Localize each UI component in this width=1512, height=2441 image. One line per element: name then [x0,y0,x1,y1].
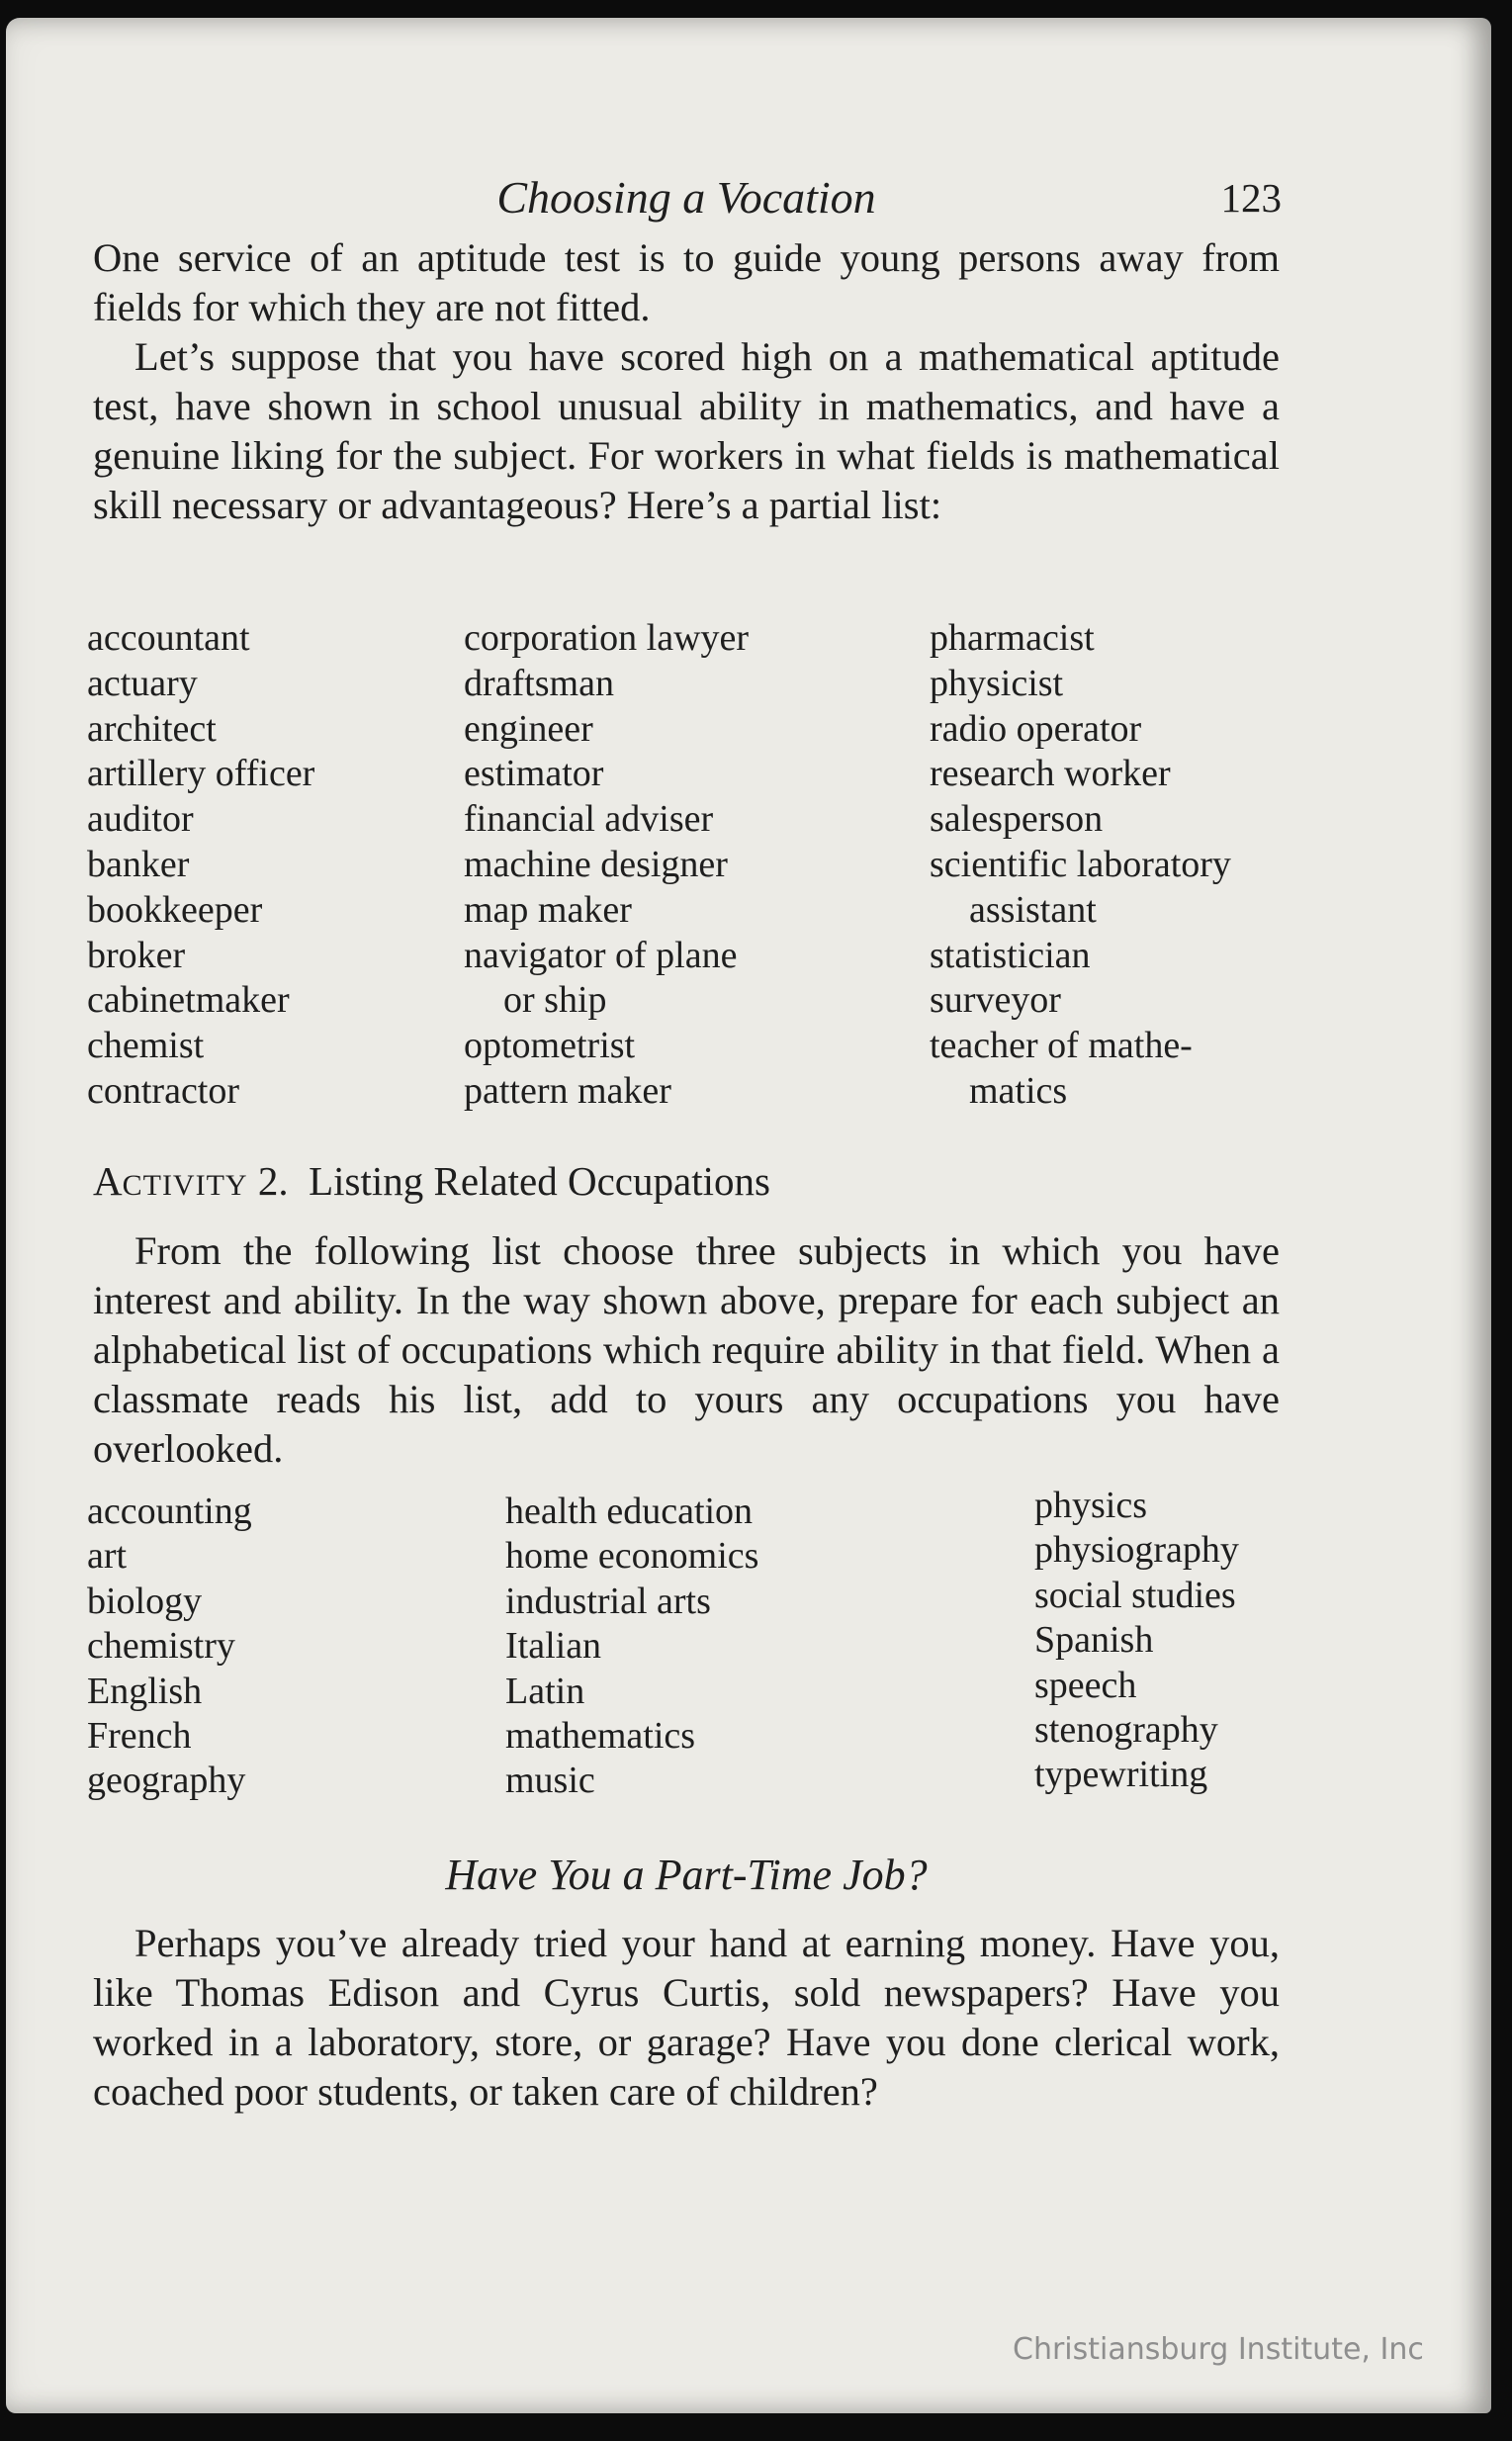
occupation-item: research worker [930,753,1171,795]
subject-item: speech [1034,1664,1137,1706]
occupation-item-continuation: assistant [969,888,1097,931]
occupation-item: pattern maker [464,1069,671,1112]
subjects-column-2 [505,1490,758,1804]
occupation-item: statistician [930,934,1091,976]
activity-heading [93,1155,770,1212]
subject-item: typewriting [1034,1754,1208,1796]
page-number: 123 [1220,175,1282,221]
occupation-item-continuation: matics [969,1069,1068,1112]
subject-item: health education [505,1491,754,1532]
occupation-item: optometrist [464,1025,636,1067]
subject-item: home economics [505,1535,759,1578]
intro-paragraph-1: One service of an aptitude test is to guide young persons away from fields for which they are not fitted. [93,235,1280,329]
occupation-item-continuation: or ship [503,979,607,1022]
subject-item: music [505,1760,595,1802]
activity-number: 2. [257,1158,289,1204]
occupations-column-1 [87,616,314,1115]
occupation-item: teacher of mathe- [930,1025,1193,1067]
occupation-item: actuary [87,662,198,704]
subject-item: stenography [1034,1709,1218,1752]
occupation-item: salesperson [930,798,1104,841]
occupation-item: pharmacist [930,617,1095,659]
running-head [93,166,1280,229]
section-heading: Have You a Part-Time Job? [445,1851,928,1899]
subject-item: Italian [505,1625,602,1668]
running-title: Choosing a Vocation [496,172,876,223]
occupation-item: estimator [464,753,604,795]
occupation-item: navigator of plane [464,934,738,976]
occupation-item: architect [87,707,217,750]
occupation-item: map maker [464,888,632,931]
occupation-item: scientific laboratory [930,843,1231,885]
occupation-item: auditor [87,798,194,841]
activity-instructions: From the following list choose three subjects in which you have interest and ability. In the way shown above, prepare for each subject an alphabetical list of occupations which require ability in that field. When a classmate reads his list, add to yours any occupations you have overlooked. [93,1228,1280,1471]
activity-title: Listing Related Occupations [309,1158,770,1204]
occupation-item: chemist [87,1025,205,1067]
subject-item: English [87,1670,203,1712]
occupation-item: contractor [87,1069,240,1112]
subject-item: social studies [1034,1574,1236,1616]
subject-item: industrial arts [505,1580,711,1622]
subject-item: geography [87,1760,246,1802]
occupation-item: surveyor [930,979,1061,1022]
occupation-item: physicist [930,662,1064,704]
occupation-item: bookkeeper [87,888,263,931]
subject-item: biology [87,1580,203,1622]
watermark-text: Christiansburg Institute, Inc [1013,2332,1424,2367]
subject-item: mathematics [505,1715,696,1758]
occupations-column-3 [930,616,1231,1115]
subject-item: art [87,1535,128,1578]
occupation-item: radio operator [930,707,1142,750]
subject-item: French [87,1715,192,1758]
subject-item: physiography [1034,1529,1239,1572]
occupations-column-2 [464,616,749,1115]
occupation-item: accountant [87,617,250,659]
section-paragraph: Perhaps you’ve already tried your hand at earning money. Have you, like Thomas Edison and Cyrus Curtis, sold newspapers? Have you worked in a laboratory, store, or garage? Have you done clerical work, coached poor students, or taken care of children? [93,1921,1280,2114]
subjects-column-3 [1034,1484,1239,1798]
book-page [6,18,1491,2413]
occupation-item: cabinetmaker [87,979,290,1022]
intro-paragraph-2: Let’s suppose that you have scored high on a mathematical aptitude test, have shown in school unusual ability in mathematics, and have a genuine liking for the subject. For workers in what fields is mathematical skill necessary or advantageous? Here’s a partial list: [93,334,1280,527]
occupation-item: financial adviser [464,798,714,841]
occupation-item: broker [87,934,186,976]
occupation-item: machine designer [464,843,728,885]
occupation-item: engineer [464,707,593,750]
occupation-item: banker [87,843,190,885]
activity-label-rest: CTIVITY [122,1169,248,1202]
occupation-item: corporation lawyer [464,617,750,659]
occupation-item: artillery officer [87,753,315,795]
subject-item: accounting [87,1491,252,1532]
activity-label-initial: A [93,1158,123,1204]
subject-item: chemistry [87,1625,235,1668]
subject-item: Spanish [1034,1619,1154,1662]
occupation-item: draftsman [464,662,614,704]
subject-item: physics [1034,1485,1147,1526]
subjects-column-1 [87,1490,252,1804]
subject-item: Latin [505,1670,585,1712]
